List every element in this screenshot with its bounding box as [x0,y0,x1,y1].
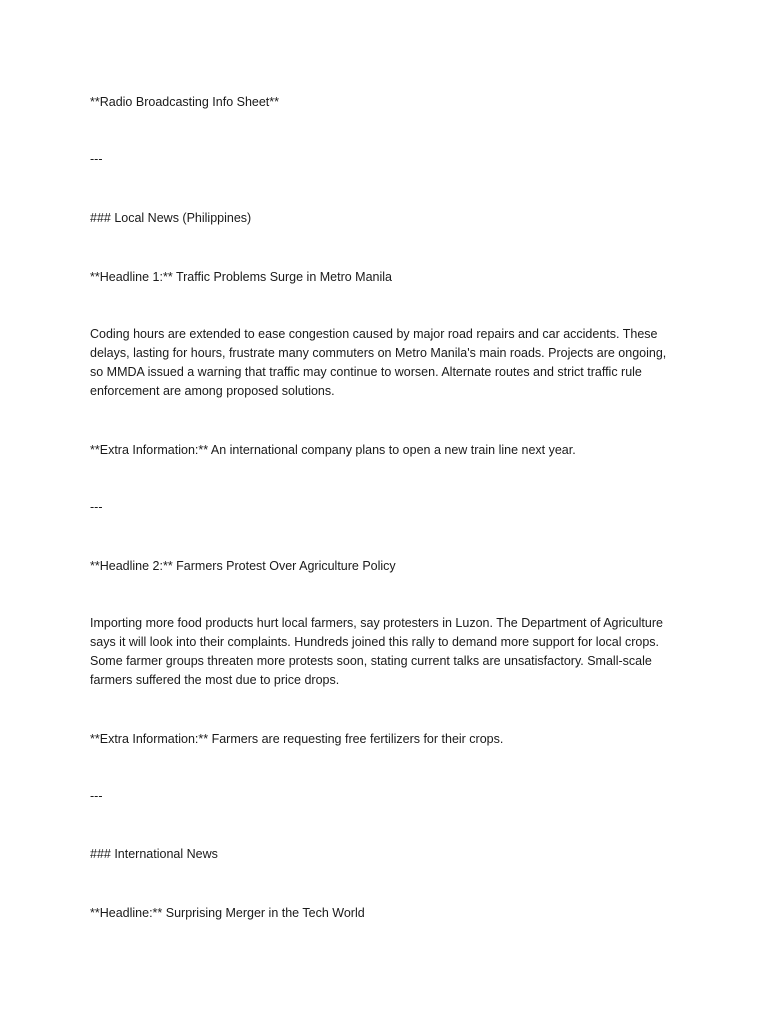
extra-information-1: **Extra Information:** An international company plans to open a new train line next year. [90,443,576,457]
separator: --- [90,152,103,166]
section-heading-local-news: ### Local News (Philippines) [90,211,252,225]
separator: --- [90,789,103,803]
headline-3: **Headline:** Surprising Merger in the Tech World [90,906,365,920]
article-body-1: Coding hours are extended to ease congestion caused by major road repairs and car accidents. These delays, lasting for hours, frustrate many commuters on Metro Manila's main roads. Projects are ongoing, so MMDA issued a warning that traffic may continue to worsen. Alternate routes and strict traffic rule enforcement are among proposed solutions. [90,327,667,398]
extra-information-2: **Extra Information:** Farmers are requesting free fertilizers for their crops. [90,732,504,746]
article-body-2: Importing more food products hurt local farmers, say protesters in Luzon. The Department of Agriculture says it will look into their complaints. Hundreds joined this rally to demand more support for local crops. Some farmer groups threaten more protests soon, stating current talks are unsatisfactory. Small-scale farmers suffered the most due to price drops. [90,616,663,687]
separator: --- [90,500,103,514]
headline-1: **Headline 1:** Traffic Problems Surge in Metro Manila [90,270,392,284]
headline-2: **Headline 2:** Farmers Protest Over Agriculture Policy [90,559,396,573]
document-title: **Radio Broadcasting Info Sheet** [90,95,280,109]
section-heading-international-news: ### International News [90,847,218,861]
